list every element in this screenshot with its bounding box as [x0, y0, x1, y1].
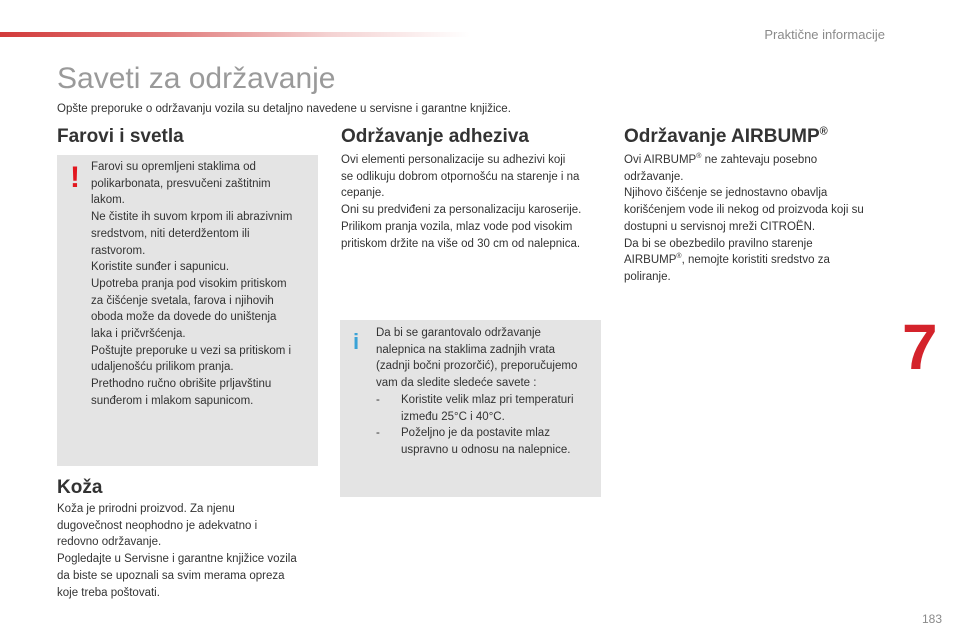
text-line: pritiskom držite na više od 30 cm od nalepnica.: [341, 237, 581, 250]
text-line: Poželjno je da postavite mlaz: [401, 427, 550, 440]
text-line: korišćenjem vode ili nekog od proizvoda koji su: [624, 204, 864, 217]
text-line: Pogledajte u Servisne i garantne knjižice vozila: [57, 553, 297, 566]
airbump-text: [624, 152, 864, 286]
text-line: [624, 152, 864, 169]
text-line: Prethodno ručno obrišite prljavštinu: [91, 378, 272, 391]
adheziva-info-text: [376, 325, 577, 459]
list-dash: -: [376, 427, 380, 440]
info-icon: i: [352, 329, 360, 354]
text-line: poliranje.: [624, 270, 671, 283]
text-line: Farovi su opremljeni staklima od: [91, 161, 256, 173]
exclamation-icon: !: [70, 161, 80, 194]
text-line: (zadnji bočni prozorčić), preporučujemo: [376, 360, 578, 373]
header-accent-bar: [0, 32, 470, 37]
text-line: Da bi se obezbedilo pravilno starenje: [624, 237, 813, 250]
farovi-warning-text: [91, 159, 292, 410]
text-line: nalepnica na staklima zadnjih vrata: [376, 343, 555, 356]
adheziva-text: [341, 152, 581, 252]
text-line: redovno održavanje.: [57, 536, 162, 549]
text-line: laka i pričvršćenja.: [91, 328, 186, 341]
text-fragment: ne zahtevaju posebno: [701, 154, 818, 166]
text-line: koje treba poštovati.: [57, 586, 160, 599]
airbump-heading: [624, 126, 828, 148]
text-line: za čišćenje svetala, farova i njihovih: [91, 294, 274, 307]
chapter-number: 7: [902, 311, 938, 383]
text-line: polikarbonata, presvučeni zaštitnim: [91, 177, 271, 190]
farovi-heading: Farovi i svetla: [57, 126, 184, 147]
text-line: Prilikom pranja vozila, mlaz vode pod visokim: [341, 220, 573, 233]
text-line: [624, 252, 864, 269]
text-line: Ovi elementi personalizacije su adhezivi koji: [341, 154, 566, 166]
text-line: oboda može da dovede do uništenja: [91, 311, 277, 324]
text-line: cepanje.: [341, 187, 385, 200]
text-fragment: Ovi AIRBUMP: [624, 154, 697, 166]
text-line: da biste se upoznali sa svim merama opreza: [57, 569, 285, 582]
text-line: se odlikuju dobrom otpornošću na starenje i na: [341, 170, 580, 183]
text-line: dugovečnost neophodno je adekvatno i: [57, 519, 258, 532]
text-line: Poštujte preporuke u vezi sa pritiskom i: [91, 344, 292, 357]
text-line: Koža je prirodni proizvod. Za njenu: [57, 503, 235, 515]
text-line: dostupni u servisnoj mreži CITROËN.: [624, 220, 816, 233]
text-line: Oni su predviđeni za personalizaciju karoserije.: [341, 204, 582, 217]
text-line: Upotreba pranja pod visokim pritiskom: [91, 277, 287, 290]
registered-mark: ®: [696, 153, 702, 161]
text-line: održavanje.: [624, 170, 684, 183]
text-line: Da bi se garantovalo održavanje: [376, 327, 541, 339]
text-line: lakom.: [91, 194, 125, 207]
registered-mark: ®: [819, 125, 828, 138]
text-line: Koristite velik mlaz pri temperaturi: [401, 393, 574, 406]
koza-text: [57, 501, 297, 601]
text-line: udaljenošću prilikom pranja.: [91, 361, 234, 374]
koza-heading: Koža: [57, 477, 103, 498]
intro-text: Opšte preporuke o održavanju vozila su detaljno navedene u servisne i garantne knjižice.: [57, 103, 511, 115]
text-line: Ne čistite ih suvom krpom ili abrazivnim: [91, 211, 293, 224]
text-line: Njihovo čišćenje se jednostavno obavlja: [624, 187, 828, 200]
section-title: Praktične informacije: [764, 27, 885, 42]
text-line: uspravno u odnosu na nalepnice.: [401, 443, 571, 456]
text-line: između 25°C i 40°C.: [401, 410, 505, 423]
page-number: 183: [921, 612, 942, 626]
list-item: [376, 392, 577, 425]
page-title: Saveti za održavanje: [57, 62, 336, 95]
airbump-heading-text: Održavanje AIRBUMP: [624, 126, 820, 147]
text-line: sredstvom, niti deterdžentom ili: [91, 227, 250, 240]
registered-mark: ®: [676, 253, 682, 261]
text-line: Koristite sunđer i sapunicu.: [91, 261, 230, 274]
list-item: [376, 425, 577, 458]
text-line: vam da sledite sledeće savete :: [376, 377, 537, 390]
text-fragment: AIRBUMP: [624, 254, 677, 267]
list-dash: -: [376, 393, 380, 406]
adheziva-heading: Održavanje adheziva: [341, 126, 529, 147]
text-fragment: , nemojte koristiti sredstvo za: [681, 254, 830, 267]
text-line: sunđerom i mlakom sapunicom.: [91, 394, 254, 407]
text-line: rastvorom.: [91, 244, 146, 257]
